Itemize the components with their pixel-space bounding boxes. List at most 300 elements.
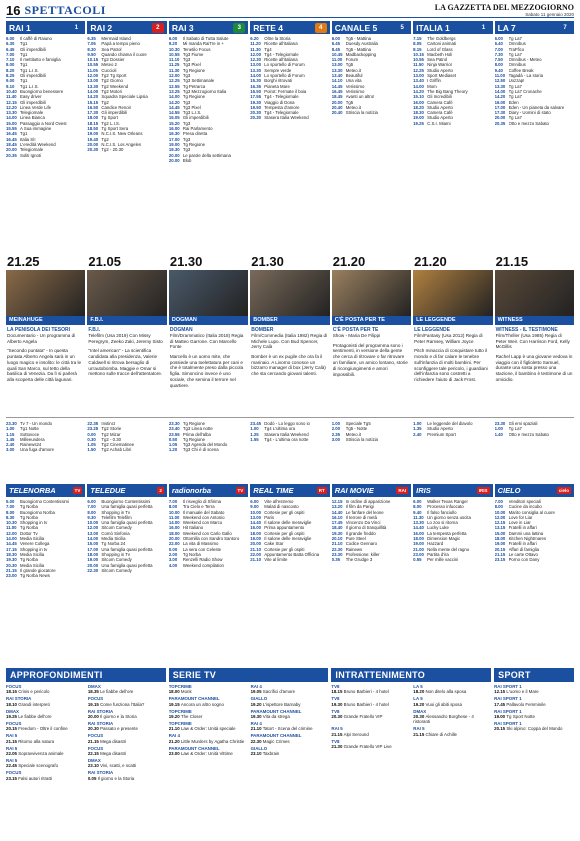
program-name: Cake Star	[264, 541, 284, 547]
thematic-item-channel: LA 5	[413, 696, 423, 702]
program-time: 18.00	[413, 536, 424, 542]
thematic-item-title: L'ispettore Barnaby	[262, 701, 301, 707]
program-name: Tg2 Weekend	[101, 83, 129, 89]
program-time: 7.05	[87, 41, 96, 47]
program-time: 1.00	[494, 426, 503, 432]
thematic-item-time: 18.15	[331, 689, 344, 695]
channel-header	[169, 21, 248, 34]
local-channel-column	[169, 484, 248, 664]
thematic-item-time: 20.30	[413, 714, 426, 720]
channel-column	[413, 21, 492, 252]
channel-logo-icon: cielo	[558, 488, 569, 493]
thematic-item-channel: TV8	[331, 684, 340, 689]
program-time: 6.00	[87, 499, 96, 504]
channel-header	[332, 21, 411, 34]
program-time: 21.15	[6, 567, 17, 573]
channel-logo-icon: 5	[396, 23, 408, 33]
highlight-title: DOGMAN	[169, 327, 193, 333]
thematic-item-title: L'uomo e il Mare	[506, 689, 539, 695]
thematic-item-title: Tatort - Scena del crimine	[262, 726, 313, 732]
program-time: 10.15	[87, 57, 99, 63]
highlight-image	[169, 270, 248, 316]
thematic-item-channel: GIALLO	[250, 745, 268, 751]
program-time: 13.30	[494, 83, 506, 89]
program-time: 14.00	[168, 520, 180, 526]
program-time: 14.00	[494, 88, 506, 94]
thematic-item-channel: RAI 5	[6, 745, 18, 751]
program-name: Una famiglia quasi perfetta	[101, 504, 153, 510]
highlight-channel-bar: BOMBER	[250, 316, 329, 325]
thematic-item-title: Monk	[180, 689, 192, 695]
program-time: 23.30	[168, 421, 180, 426]
program-time: 8.25	[6, 73, 15, 79]
program-name: Partita d'ira	[427, 551, 449, 557]
program-name: Cartoni animati	[427, 41, 457, 47]
thematic-item	[88, 733, 166, 744]
program-time: 7.15	[413, 36, 422, 41]
program-time: 22.35	[87, 421, 99, 426]
program-time: 15.15	[87, 99, 99, 105]
program-time: 15.55	[6, 126, 17, 132]
program-name: Love for Liar	[508, 514, 533, 520]
thematic-item-time: 19.20	[168, 714, 181, 720]
thematic-item-time: 20.30	[87, 726, 101, 732]
thematic-section-body	[331, 682, 491, 751]
program-name: Tg2 Mizar	[101, 431, 121, 437]
program-time: 1.55	[250, 436, 259, 442]
program-row	[169, 563, 248, 568]
channel-header	[413, 21, 492, 34]
program-list	[332, 34, 411, 115]
program-name: Dottor Tv	[20, 530, 38, 536]
thematic-item-channel: RAI 5	[331, 726, 343, 732]
program-name: Dammi una lattina	[508, 530, 544, 536]
program-name: Il manuale del Sabato	[182, 509, 225, 515]
program-time: 21.00	[413, 546, 424, 552]
program-name: Tg3	[182, 120, 191, 126]
program-time: 1.00	[331, 421, 341, 426]
program-time: 14.00	[413, 83, 424, 89]
program-name: Appuntamento Batta Officina	[264, 551, 320, 557]
program-name: I Griffin	[427, 78, 441, 84]
thematic-item-time: 12.15	[494, 689, 507, 695]
program-time: 8.00	[413, 504, 422, 510]
program-time: 12.30	[250, 57, 262, 63]
program-time: 1.35	[413, 426, 422, 432]
program-time: 19.40	[87, 136, 99, 142]
program-time: 16.45	[6, 131, 17, 137]
thematic-item-channel: PARAMOUNT CHANNEL	[250, 708, 302, 714]
program-name: Tg Sport	[101, 115, 118, 121]
program-time: 1.45	[6, 436, 15, 442]
program-name: Eden	[508, 99, 519, 105]
program-time: 23.30	[6, 421, 17, 426]
program-time: 11.00	[331, 57, 343, 63]
thematic-item	[494, 721, 574, 732]
thematic-item-channel: FOCUS	[87, 745, 104, 751]
highlight-title: C'È POSTA PER TE	[332, 327, 379, 333]
program-time: 11.00	[494, 73, 506, 79]
program-time: 23.55	[168, 431, 180, 437]
program-list	[332, 497, 411, 563]
program-time: 19.25	[413, 120, 424, 126]
program-name: Tg Norba	[20, 525, 38, 531]
program-time: 8.00	[6, 62, 15, 68]
thematic-item	[169, 696, 247, 707]
program-time: 15.10	[413, 94, 424, 100]
program-time: 10.30	[6, 520, 17, 526]
program-name: Lucky Luke	[427, 525, 449, 531]
thematic-section	[331, 668, 491, 836]
local-channel-name: CIELO	[497, 486, 521, 495]
program-row	[250, 115, 329, 120]
program-list	[250, 497, 329, 563]
local-channel-name: RAI MOVIE	[334, 486, 374, 495]
channel-logo-icon: RAI	[398, 488, 407, 493]
program-time: 12.55	[168, 83, 180, 89]
thematic-item-channel: FOCUS	[6, 770, 22, 776]
thematic-item-time: 19.25	[6, 714, 19, 720]
program-name: Shopping in Tv	[101, 551, 131, 557]
program-name: Ninja Warrior	[427, 62, 453, 68]
program-time: 6.45	[331, 41, 341, 47]
program-name: Tg1	[20, 51, 28, 57]
thematic-item-title: Ski alpino: Coppa del Mondo	[506, 726, 563, 732]
thematic-item-title: Tg Sport Notte	[506, 714, 535, 720]
program-time: 0.30	[87, 436, 96, 442]
program-name: Tg3 Settimanale	[182, 78, 215, 84]
program-row	[87, 447, 166, 452]
thematic-sections	[6, 668, 574, 836]
program-time: 10.15	[413, 51, 424, 57]
thematic-item	[6, 684, 84, 695]
program-name: Meteo.it	[345, 431, 361, 437]
thematic-item	[494, 709, 574, 720]
program-time: 17.55	[250, 94, 262, 100]
thematic-item-title: Ancora un altro sogno	[180, 701, 224, 707]
thematic-section-header: SPORT	[494, 668, 574, 682]
program-name: Professione: killer	[345, 551, 380, 557]
program-name: Weekend con Marco	[182, 520, 223, 526]
program-time: 16.00	[494, 99, 506, 105]
thematic-item	[169, 709, 247, 720]
program-name: Verissimo	[345, 83, 365, 89]
program-name: Verissimo	[345, 88, 365, 94]
program-name: Gli Incredibili	[427, 94, 452, 100]
thematic-item-title: Falsi autori ritratti	[18, 775, 52, 781]
program-time: 19.00	[87, 557, 99, 563]
thematic-item-time: 22.30	[250, 738, 263, 744]
thematic-item	[251, 733, 329, 744]
program-name: Stasera Italia Weekend	[264, 115, 309, 121]
thematic-item-time: 18.10	[6, 701, 19, 707]
thematic-item-time: 17.45	[494, 701, 507, 707]
program-name: Striscia la notizia	[345, 110, 378, 116]
program-list	[6, 497, 85, 578]
program-name: Tg3	[182, 99, 191, 105]
highlight-time: 21.15	[495, 254, 529, 269]
program-name: Tg5 - Notte	[345, 426, 368, 432]
program-time: 10.00	[250, 509, 262, 515]
thematic-item	[494, 684, 574, 695]
program-time: 19.50	[250, 104, 262, 110]
program-time: 13.20	[331, 504, 343, 510]
program-time: 14.45	[168, 104, 180, 110]
program-time: 8.30	[6, 514, 15, 520]
thematic-item-time: 19.15	[87, 701, 101, 707]
program-name: Sea Patrol	[427, 57, 448, 63]
late-evening-schedule	[6, 417, 574, 477]
program-time: 17.30	[87, 110, 99, 116]
program-name: Lo zoo si ritorna	[427, 520, 458, 526]
program-name: Lord of Glass	[427, 46, 453, 52]
program-row	[495, 557, 574, 562]
program-name: Tg2 Giorno	[101, 78, 123, 84]
program-time: 8.45	[331, 46, 341, 52]
program-time: 10.00	[494, 509, 506, 515]
program-time: 20.00	[250, 541, 262, 547]
program-name: The Grudge 3	[345, 557, 373, 563]
program-name: Tg2 - 0.30	[101, 436, 122, 442]
program-time: 10.55	[168, 51, 180, 57]
program-time: 1.00	[413, 421, 422, 426]
program-time: 12.15	[494, 520, 506, 526]
program-name: Gli imperdibili	[101, 110, 128, 116]
program-name: Una famiglia quasi perfetta	[101, 520, 153, 526]
program-name: N.C.I.S. New Orleans	[101, 131, 143, 137]
program-list	[169, 497, 248, 568]
thematic-item-time: 21.30	[331, 744, 344, 750]
thematic-item-time: 21.15	[331, 731, 344, 737]
program-time: 17.00	[87, 546, 99, 552]
highlight-time: 21.25	[7, 254, 40, 269]
program-list	[495, 34, 574, 126]
program-name: Tg1	[20, 78, 28, 84]
program-time: 13.00	[413, 73, 424, 79]
program-time: 23.30	[494, 421, 506, 426]
program-name: Il grande freddo	[345, 530, 376, 536]
program-name: Eden - Un pianeta da salvare	[508, 104, 565, 110]
program-time: 10.00	[87, 520, 99, 526]
program-name: Buongiorno Contentissimi	[101, 499, 151, 504]
highlight-image	[87, 270, 166, 316]
local-channel-name: radionorba	[171, 486, 212, 495]
thematic-item	[88, 746, 166, 757]
program-time: 7.00	[168, 499, 178, 504]
program-time: 12.25	[168, 78, 180, 84]
program-name: Weekend con Carlo Gallo	[182, 530, 232, 536]
program-time: 20.00	[6, 147, 17, 153]
program-row	[413, 432, 492, 437]
thematic-item-title: Passato e presente	[100, 726, 138, 732]
thematic-item-title: Chiare di Achille	[425, 731, 457, 737]
program-name: Venere Collega	[20, 541, 50, 547]
program-name: Fratelli in affari	[508, 525, 537, 531]
program-time: 12.00	[168, 73, 180, 79]
program-name: Tg4 - Telegiornale	[264, 110, 299, 116]
program-time: 16.00	[168, 126, 180, 132]
program-name: Media Sicilia	[20, 551, 45, 557]
program-name: Coffee Break	[508, 67, 534, 73]
program-time: 6.35	[87, 36, 96, 41]
program-time: 19.30	[168, 147, 180, 153]
program-name: Easy driver	[20, 94, 42, 100]
program-time: 11.10	[168, 57, 180, 63]
program-name: Il risveglio di Sfirima	[182, 499, 222, 504]
thematic-item-time: 19.05	[250, 689, 263, 695]
program-time: 16.45	[6, 136, 17, 142]
program-name: Tg La7	[508, 94, 522, 100]
local-channel-column	[413, 484, 492, 664]
highlight-subtitle: Documentario - Un programma di Alberto Angela	[7, 333, 76, 344]
program-name: Tg2 Achab Libri	[101, 447, 132, 453]
program-time: 6.20	[250, 36, 259, 41]
program-time: 0.00	[87, 431, 96, 437]
program-time: 6.40	[494, 41, 503, 47]
program-time: 19.00	[87, 131, 99, 137]
thematic-item-channel: TOPCRIME	[168, 684, 192, 689]
program-name: Meteo 2	[101, 62, 117, 68]
program-name: Tg Sport Sera	[101, 126, 129, 132]
thematic-item-channel: DMAX	[87, 684, 101, 689]
highlight-subtitle: Telefilm (Usa 2019) Con Missy Peregrym, Zeeko Zaki, Jeremy Sisto	[88, 333, 163, 344]
program-time: 20.00	[494, 115, 506, 121]
program-name: Weekend con Antonio	[182, 514, 225, 520]
thematic-item	[6, 733, 84, 744]
program-name: Studio Aperto	[427, 426, 453, 432]
program-name: Le carte Ottavo	[508, 551, 538, 557]
program-name: Tg Norba 24	[101, 541, 126, 547]
program-time: 14.55	[168, 110, 180, 116]
program-name: Il Sabato di Tutta Salute	[182, 36, 229, 41]
highlight-subtitle: Film/Drammatico (Italia 2018) Regia di Matteo Garrone. Con Marcello Fonte	[169, 333, 244, 350]
thematic-item-time: 19.30	[250, 714, 263, 720]
program-time: 16.50	[250, 88, 262, 94]
program-time: 11.30	[168, 67, 180, 73]
program-time: 13.30	[413, 520, 424, 526]
program-time: 11.30	[250, 46, 261, 52]
channel-logo-icon: TV	[237, 488, 244, 493]
program-time: 2.40	[6, 442, 15, 448]
thematic-item-channel: RAI 5	[6, 733, 18, 739]
program-name: Tg3 L.I.S.	[182, 110, 202, 116]
local-channel-column	[332, 484, 411, 664]
program-name: Una fuga d'amore	[20, 447, 55, 453]
thematic-item	[88, 770, 166, 781]
program-time: 22.00	[250, 551, 262, 557]
program-time: 2.35	[331, 431, 341, 437]
thematic-item-title: Sopravvivenza animale	[18, 750, 64, 756]
program-time: 15.05	[168, 115, 180, 121]
program-name: Renzelli Radio Show	[182, 557, 223, 563]
highlight-channel-bar: WITNESS	[495, 316, 574, 325]
program-name: Tg3 Fiume	[182, 51, 204, 57]
program-time: 13.00	[250, 514, 262, 520]
program-time: 14.00	[87, 536, 99, 542]
program-row	[332, 110, 411, 115]
thematic-item-title: Grande Fratello VIP Live	[343, 744, 392, 750]
program-list	[6, 418, 85, 453]
program-time: 11.50	[413, 62, 424, 68]
program-name: Tg Regione	[182, 67, 206, 73]
program-list	[495, 497, 574, 563]
highlight-image	[332, 270, 411, 316]
program-list	[413, 497, 492, 563]
program-name: Tg La7	[508, 115, 522, 121]
program-name: Mom	[427, 83, 437, 89]
program-name: Il caffè di Raiuno	[20, 36, 52, 41]
program-name: Buongiorno Norba	[20, 509, 55, 515]
program-time: 12.00	[250, 51, 262, 57]
highlight-channel-bar: LE LEGGENDE	[413, 316, 492, 325]
local-channel-header	[250, 484, 329, 497]
thematic-item	[331, 709, 409, 725]
program-name: Tg1	[20, 41, 28, 47]
program-time: 13.15	[494, 525, 506, 531]
local-channel-header	[6, 484, 85, 497]
highlight-title: LA PENISOLA DEI TESORI	[7, 327, 70, 333]
program-time: 19.00	[250, 536, 262, 542]
program-name: Speciale Tg5	[345, 421, 371, 426]
program-name: Avanti un altro!	[345, 94, 375, 100]
program-row	[495, 432, 574, 437]
program-time: 15.20	[168, 120, 180, 126]
highlight-subtitle: Film/Thriller (Usa 1985) Regia di Peter Weir. Con Harrison Ford, Kelly McGillis	[495, 333, 570, 350]
thematic-item-title: Il giorno e la Storia	[100, 714, 137, 720]
program-name: Tg3 Pixel	[182, 62, 201, 68]
program-time: 14.00	[87, 88, 99, 94]
channel-logo-icon: TV	[74, 488, 81, 493]
program-time: 12.20	[6, 104, 17, 110]
program-row	[250, 437, 329, 442]
program-name: Pure Steel	[345, 536, 366, 542]
program-time: 1.00	[6, 426, 15, 432]
highlight-description: Rachel Lapp è una giovane vedova in viaggio con il figlioletto Samuel, durante una sosta presso una stazione, il bambino è testimone di un omicidio.	[495, 353, 573, 382]
program-time: 1.25	[250, 431, 259, 437]
program-time: 9.00	[250, 504, 259, 510]
program-name: Omnibus	[508, 62, 526, 68]
program-time: 1.40	[494, 431, 503, 437]
program-time: 19.30	[6, 557, 17, 563]
program-name: Shopping in tv	[20, 520, 48, 526]
thematic-item-time: 18.15	[6, 689, 19, 695]
thematic-item	[331, 739, 409, 750]
program-name: Paris	[264, 514, 275, 520]
local-channel-name: IRIS	[416, 486, 431, 495]
thematic-item-time: 21.15	[87, 738, 101, 744]
program-time: 1.50	[87, 447, 96, 453]
program-time: 18.00	[87, 551, 99, 557]
thematic-item-channel: RAI SPORT 1	[494, 684, 522, 689]
program-name: Dodò - Lo leggo sono io	[264, 421, 310, 426]
highlight-description: "Intel american" - La scientifica candidata alla presidenza, Valerie Caldwell si ritrova bersaglio di un'autobomba. Maggie e Omar si mettono sulle tracce dell'attentatore.	[88, 348, 163, 377]
thematic-item	[88, 721, 166, 732]
program-time: 11.30	[413, 514, 424, 520]
channel-logo-icon: 2	[159, 488, 162, 493]
highlight-time: 21.30	[169, 254, 203, 269]
program-name: Prima appuntamento	[264, 525, 305, 531]
thematic-section-body	[494, 682, 574, 733]
program-name: Cortesie per gli ospiti	[264, 509, 305, 515]
program-time: 20.00	[331, 99, 343, 105]
program-time: 15.30	[250, 78, 262, 84]
program-time: 13.30	[331, 67, 343, 73]
program-name: Studio Aperto	[427, 104, 453, 110]
thematic-item-channel: RAI STORIA	[87, 770, 114, 776]
local-channel-name: REAL TIME	[253, 486, 294, 495]
thematic-item-time: 19.20	[250, 701, 263, 707]
thematic-item-channel: RAI STORIA	[87, 720, 114, 726]
